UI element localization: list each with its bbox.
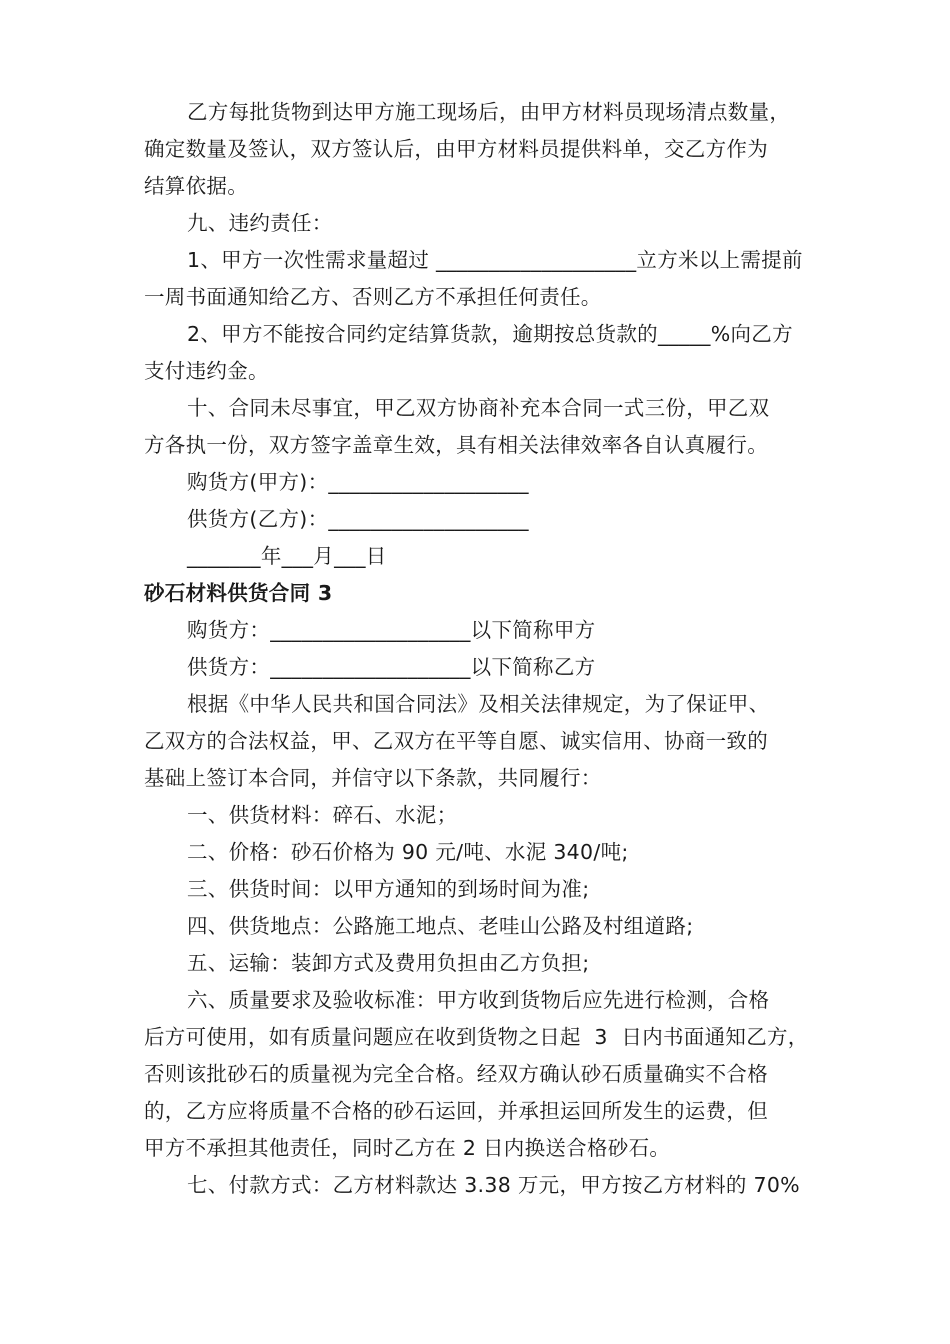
clause-line: 一、供货材料：碎石、水泥； — [187, 803, 458, 827]
clause-line: 三、供货时间：以甲方通知的到场时间为准; — [187, 877, 590, 901]
clause-line: 七、付款方式：乙方材料款达 3.38 万元，甲方按乙方材料的 70% — [187, 1173, 800, 1197]
clause-line: 二、价格：砂石价格为 90 元/吨、水泥 340/吨; — [187, 840, 629, 864]
contract-title: 砂石材料供货合同 3 — [144, 581, 333, 605]
paragraph-line: 2、甲方不能按合同约定结算货款，逾期按总货款的_____%向乙方 — [187, 322, 793, 346]
paragraph-line: 确定数量及签认，双方签认后，由甲方材料员提供料单，交乙方作为 — [144, 137, 768, 161]
date-line: _______年___月___日 — [187, 544, 387, 568]
paragraph-line: 支付违约金。 — [144, 359, 269, 383]
buyer-signature-line: 购货方(甲方)：___________________ — [187, 470, 529, 494]
paragraph-line: 十、合同未尽事宜，甲乙双方协商补充本合同一式三份，甲乙双 — [187, 396, 770, 420]
clause-line: 五、运输：装卸方式及费用负担由乙方负担; — [187, 951, 590, 975]
paragraph-line: 基础上签订本合同，并信守以下条款，共同履行： — [144, 766, 602, 790]
paragraph-line: 1、甲方一次性需求量超过 ___________________立方米以上需提前 — [187, 248, 803, 272]
paragraph-line: 否则该批砂石的质量视为完全合格。经双方确认砂石质量确实不合格 — [144, 1062, 768, 1086]
paragraph-line: 根据《中华人民共和国合同法》及相关法律规定，为了保证甲、 — [187, 692, 770, 716]
section-heading: 九、违约责任： — [187, 211, 333, 235]
paragraph-line: 后方可使用，如有质量问题应在收到货物之日起 3 日内书面通知乙方， — [144, 1025, 809, 1049]
paragraph-line: 乙双方的合法权益，甲、乙双方在平等自愿、诚实信用、协商一致的 — [144, 729, 768, 753]
clause-line: 六、质量要求及验收标准：甲方收到货物后应先进行检测，合格 — [187, 988, 770, 1012]
supplier-line: 供货方：___________________以下简称乙方 — [187, 655, 596, 679]
paragraph-line: 方各执一份，双方签字盖章生效，具有相关法律效率各自认真履行。 — [144, 433, 768, 457]
paragraph-line: 一周书面通知给乙方、否则乙方不承担任何责任。 — [144, 285, 602, 309]
paragraph-line: 结算依据。 — [144, 174, 248, 198]
clause-line: 四、供货地点：公路施工地点、老哇山公路及村组道路; — [187, 914, 694, 938]
buyer-line: 购货方：___________________以下简称甲方 — [187, 618, 596, 642]
paragraph-line: 的，乙方应将质量不合格的砂石运回，并承担运回所发生的运费，但 — [144, 1099, 768, 1123]
paragraph-line: 乙方每批货物到达甲方施工现场后，由甲方材料员现场清点数量， — [187, 100, 791, 124]
paragraph-line: 甲方不承担其他责任，同时乙方在 2 日内换送合格砂石。 — [144, 1136, 671, 1160]
supplier-signature-line: 供货方(乙方)：___________________ — [187, 507, 529, 531]
